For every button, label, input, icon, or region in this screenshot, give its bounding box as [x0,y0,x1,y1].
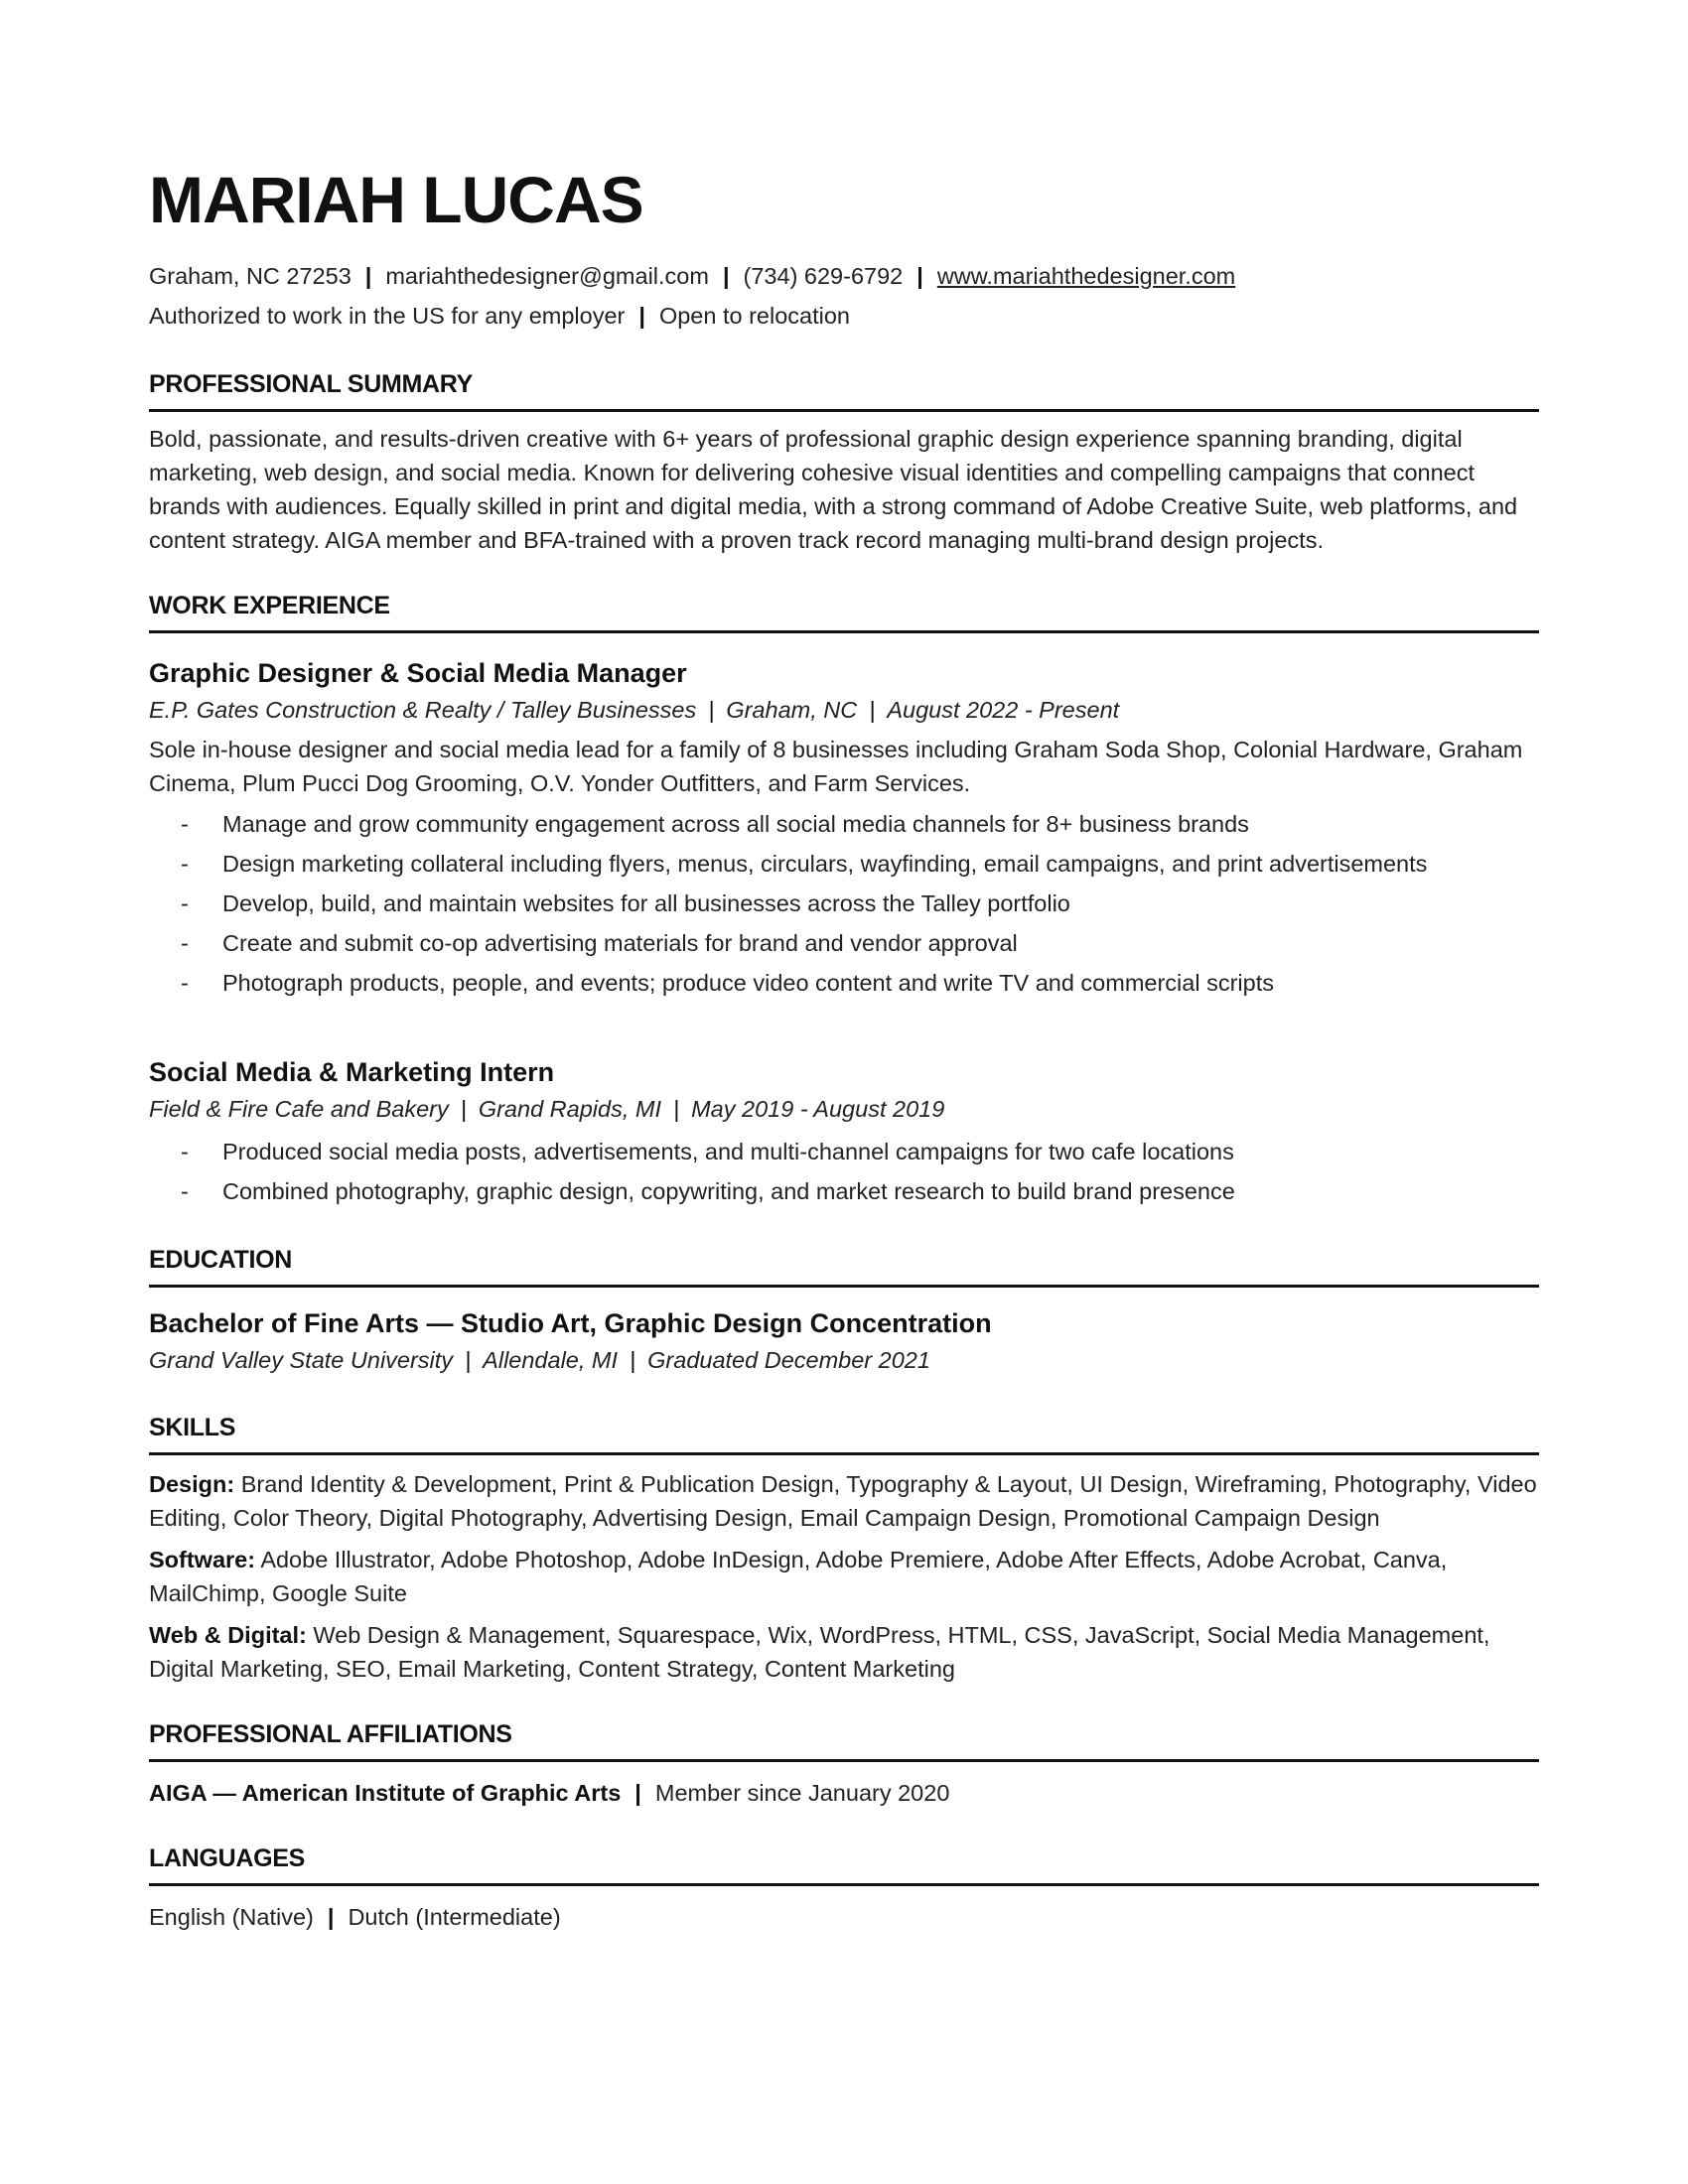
education-section [149,1245,1539,1379]
section-title: LANGUAGES [149,1843,1539,1886]
job-bullets [149,1132,1539,1211]
section-title: SKILLS [149,1413,1539,1455]
section-title: PROFESSIONAL AFFILIATIONS [149,1719,1539,1762]
affiliation-since: Member since January 2020 [654,1780,950,1806]
list-item [149,1171,1539,1211]
job-title: Social Media & Marketing Intern [149,1057,555,1087]
bullet-text: Produced social media posts, advertisements, and multi-channel campaigns for two cafe locations [222,1139,1234,1164]
affiliation-line [149,1776,1539,1810]
bullet-marker: - [181,1178,189,1204]
job-title: Graphic Designer & Social Media Manager [149,658,687,688]
graduation-date: Graduated December 2021 [647,1347,930,1373]
separator: | [638,303,645,329]
list-item [149,884,1539,923]
work-authorization-text: Authorized to work in the US for any employer [149,303,626,329]
separator: | [460,1096,467,1122]
skill-label: Software: [149,1547,256,1572]
bullet-text: Design marketing collateral including flyers, menus, circulars, wayfinding, email campaigns, and print advertisements [222,851,1428,877]
separator: | [708,697,715,723]
list-item [149,844,1539,884]
bullet-marker: - [181,851,189,877]
company-name: Field & Fire Cafe and Bakery [149,1096,449,1122]
section-title: EDUCATION [149,1245,1539,1288]
bullet-text: Manage and grow community engagement across all social media channels for 8+ business brands [222,811,1249,837]
job-location: Grand Rapids, MI [478,1096,661,1122]
separator: | [634,1780,641,1806]
skill-group-web [149,1618,1539,1686]
job-location: Graham, NC [726,697,858,723]
email-text: mariahthedesigner@gmail.com [385,263,709,289]
section-title: PROFESSIONAL SUMMARY [149,369,1539,412]
languages-line [149,1900,1539,1934]
list-item [149,923,1539,963]
bullet-text: Develop, build, and maintain websites for all businesses across the Talley portfolio [222,890,1070,916]
contact-line [149,256,1539,296]
job-bullets [149,804,1539,1003]
website-link[interactable]: www.mariahthedesigner.com [936,263,1236,289]
skills-section [149,1413,1539,1686]
skill-label: Design: [149,1471,235,1497]
separator: | [672,1096,680,1122]
skill-items: Brand Identity & Development, Print & Publication Design, Typography & Layout, UI Design, Wireframing, Photography, Video Editing, Color Theory, Digital Photography, Advertising Design, Email Campaign Design, Promotional Campaign Design [149,1471,1537,1531]
resume-header [149,163,1539,336]
bullet-marker: - [181,811,189,837]
work-status-line [149,296,1539,336]
skill-group-software [149,1543,1539,1610]
job-dates: May 2019 - August 2019 [691,1096,945,1122]
skill-label: Web & Digital: [149,1622,307,1648]
bullet-marker: - [181,930,189,956]
separator: | [630,1347,636,1373]
affiliations-section [149,1719,1539,1810]
skill-items: Adobe Illustrator, Adobe Photoshop, Adobe InDesign, Adobe Premiere, Adobe After Effects, Adobe Acrobat, Canva, MailChimp, Google Suite [149,1547,1448,1606]
job-entry [149,655,1539,1003]
separator: | [869,697,876,723]
separator: | [327,1904,335,1930]
separator: | [364,263,372,289]
company-name: E.P. Gates Construction & Realty / Talley Businesses [149,697,697,723]
job-meta [149,691,1539,729]
degree-title: Bachelor of Fine Arts — Studio Art, Graphic Design Concentration [149,1308,992,1338]
list-item [149,1132,1539,1171]
resume-page [149,149,1539,1934]
skill-items: Web Design & Management, Squarespace, Wix, WordPress, HTML, CSS, JavaScript, Social Media Management, Digital Marketing, SEO, Email Marketing, Content Strategy, Content Marketing [149,1622,1490,1682]
education-meta [149,1341,1539,1379]
job-meta [149,1090,1539,1128]
list-item [149,963,1539,1003]
job-entry [149,1054,1539,1211]
section-title: WORK EXPERIENCE [149,591,1539,633]
bullet-marker: - [181,1139,189,1164]
relocation-text: Open to relocation [658,303,850,329]
languages-section [149,1843,1539,1934]
separator: | [465,1347,472,1373]
language-item: English (Native) [149,1904,314,1930]
separator: | [916,263,923,289]
job-dates: August 2022 - Present [887,697,1120,723]
experience-section [149,591,1539,1211]
candidate-name: MARIAH LUCAS [149,163,643,236]
job-description: Sole in-house designer and social media lead for a family of 8 businesses including Graham Soda Shop, Colonial Hardware, Graham Cinema, Plum Pucci Dog Grooming, O.V. Yonder Outfitters, and Farm Services. [149,737,1523,796]
bullet-text: Create and submit co-op advertising materials for brand and vendor approval [222,930,1018,956]
summary-text: Bold, passionate, and results-driven creative with 6+ years of professional graphic design experience spanning branding, digital marketing, web design, and social media. Known for delivering cohesive visual identities and compelling campaigns that connect brands with audiences. Equally skilled in print and digital media, with a strong command of Adobe Creative Suite, web platforms, and content strategy. AIGA member and BFA-trained with a proven track record managing multi-brand design projects. [149,426,1518,553]
bullet-marker: - [181,970,189,996]
list-item [149,804,1539,844]
language-item: Dutch (Intermediate) [348,1904,561,1930]
school-location: Allendale, MI [483,1347,619,1373]
bullet-text: Photograph products, people, and events; produce video content and write TV and commercial scripts [222,970,1274,996]
phone-text: (734) 629-6792 [743,263,904,289]
bullet-text: Combined photography, graphic design, copywriting, and market research to build brand presence [222,1178,1235,1204]
summary-section [149,369,1539,557]
separator: | [722,263,730,289]
location-text: Graham, NC 27253 [149,263,352,289]
bullet-marker: - [181,890,189,916]
skill-group-design [149,1467,1539,1535]
affiliation-org: AIGA — American Institute of Graphic Arts [149,1780,622,1806]
school-name: Grand Valley State University [149,1347,454,1373]
